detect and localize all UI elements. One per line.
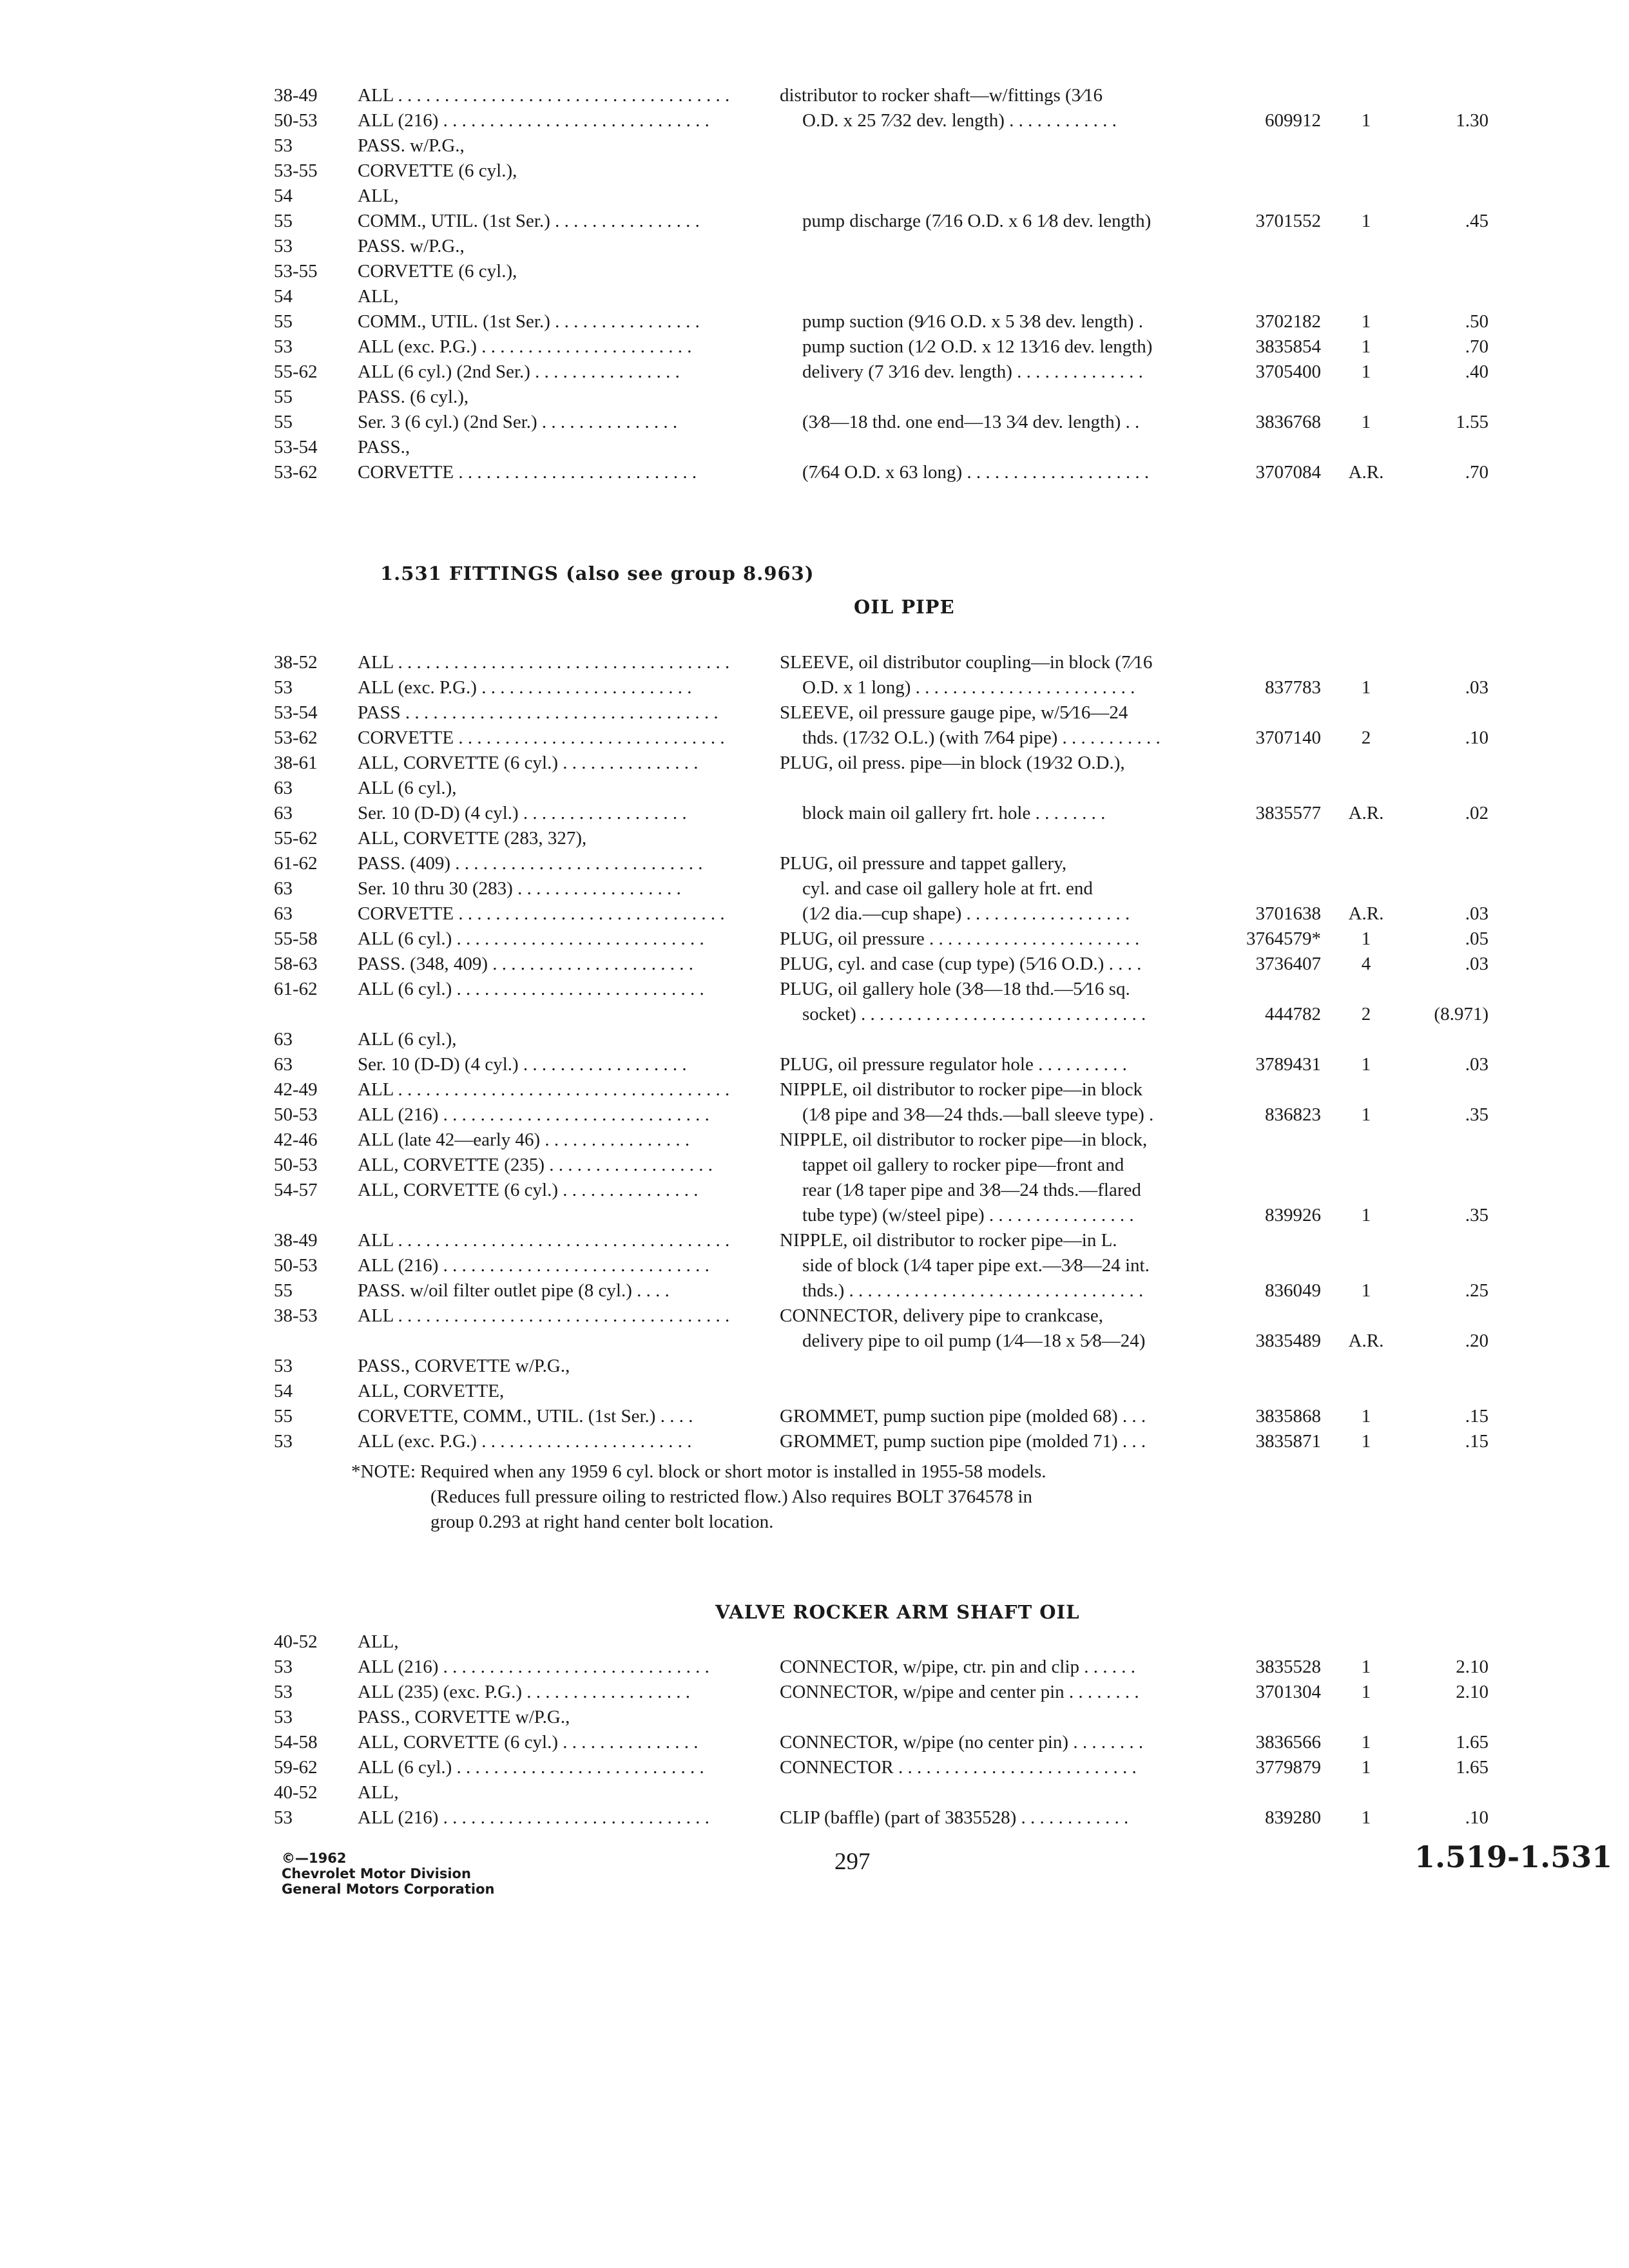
years-cell: 53 xyxy=(274,1707,293,1727)
years-cell: 55 xyxy=(274,1280,293,1301)
table-row xyxy=(0,1629,1629,1655)
quantity-cell: 1 xyxy=(1361,211,1371,231)
model-cell: PASS., xyxy=(358,437,410,457)
model-cell: PASS. (409) . . . . . . . . . . . . . . . . . . . . . . . . . . . xyxy=(358,853,703,874)
part-number-cell: 3836566 xyxy=(1255,1732,1321,1753)
description-cell: NIPPLE, oil distributor to rocker pipe—in block, xyxy=(780,1129,1148,1150)
model-cell: ALL, xyxy=(358,186,399,206)
model-cell: ALL, CORVETTE, xyxy=(358,1381,505,1401)
part-number-cell: 3701552 xyxy=(1255,211,1321,231)
table-row xyxy=(0,976,1629,1002)
quantity-cell: 1 xyxy=(1361,1054,1371,1075)
price-cell: .35 xyxy=(1465,1104,1489,1125)
price-cell: 2.10 xyxy=(1456,1682,1489,1702)
years-cell: 53 xyxy=(274,677,293,698)
quantity-cell: 1 xyxy=(1361,1406,1371,1427)
part-number-cell: 3835528 xyxy=(1255,1657,1321,1677)
model-cell: Ser. 3 (6 cyl.) (2nd Ser.) . . . . . . . . . . . . . . . xyxy=(358,412,678,432)
model-cell: ALL (235) (exc. P.G.) . . . . . . . . . . . . . . . . . . xyxy=(358,1682,691,1702)
description-cell: cyl. and case oil gallery hole at frt. end xyxy=(802,878,1093,899)
description-cell: socket) . . . . . . . . . . . . . . . . . . . . . . . . . . . . . . . xyxy=(802,1004,1146,1024)
page-number: 297 xyxy=(834,1849,871,1875)
table-row xyxy=(0,725,1629,751)
quantity-cell: 1 xyxy=(1361,311,1371,332)
model-cell: CORVETTE . . . . . . . . . . . . . . . . . . . . . . . . . . xyxy=(358,462,697,483)
price-cell: .03 xyxy=(1465,903,1489,924)
quantity-cell: 1 xyxy=(1361,1757,1371,1778)
price-cell: 1.30 xyxy=(1456,110,1489,131)
model-cell: ALL (6 cyl.), xyxy=(358,778,457,798)
years-cell: 53 xyxy=(274,1657,293,1677)
part-number-cell: 3702182 xyxy=(1255,311,1321,332)
price-cell: 1.55 xyxy=(1456,412,1489,432)
price-cell: .70 xyxy=(1465,336,1489,357)
quantity-cell: 2 xyxy=(1361,1004,1371,1024)
part-number-cell: 839926 xyxy=(1265,1205,1321,1225)
corporation: General Motors Corporation xyxy=(282,1881,495,1897)
years-cell: 63 xyxy=(274,1054,293,1075)
subhead-oil-pipe: OIL PIPE xyxy=(854,596,955,618)
model-cell: ALL, CORVETTE (6 cyl.) . . . . . . . . . . . . . . . xyxy=(358,1180,699,1200)
table-row xyxy=(0,825,1629,851)
table-row xyxy=(0,1253,1629,1278)
description-cell: CONNECTOR . . . . . . . . . . . . . . . . . . . . . . . . . . xyxy=(780,1757,1137,1778)
years-cell: 42-46 xyxy=(274,1129,318,1150)
model-cell: ALL, CORVETTE (235) . . . . . . . . . . . . . . . . . . xyxy=(358,1155,713,1175)
part-number-cell: 3835489 xyxy=(1255,1331,1321,1351)
table-row xyxy=(0,850,1629,876)
description-cell: GROMMET, pump suction pipe (molded 68) . . . xyxy=(780,1406,1146,1427)
price-cell: .03 xyxy=(1465,954,1489,974)
description-cell: pump suction (1⁄2 O.D. x 12 13⁄16 dev. length) xyxy=(802,336,1153,357)
section-range: 1.519-1.531 xyxy=(1414,1840,1613,1874)
description-cell: pump suction (9⁄16 O.D. x 5 3⁄8 dev. length) . xyxy=(802,311,1143,332)
description-cell: GROMMET, pump suction pipe (molded 71) . . . xyxy=(780,1431,1146,1452)
description-cell: (1⁄8 pipe and 3⁄8—24 thds.—ball sleeve type) . xyxy=(802,1104,1154,1125)
table-row xyxy=(0,233,1629,259)
years-cell: 50-53 xyxy=(274,110,318,131)
years-cell: 53 xyxy=(274,1356,293,1376)
model-cell: PASS. w/P.G., xyxy=(358,135,465,156)
table-row xyxy=(0,1704,1629,1730)
description-cell: CONNECTOR, w/pipe and center pin . . . . . . . . xyxy=(780,1682,1139,1702)
note-line-1: *NOTE: Required when any 1959 6 cyl. block or short motor is installed in 1955-58 models. xyxy=(351,1461,1046,1482)
table-row xyxy=(0,1403,1629,1429)
quantity-cell: 1 xyxy=(1361,1104,1371,1125)
model-cell: PASS . . . . . . . . . . . . . . . . . . . . . . . . . . . . . . . . . . xyxy=(358,702,718,723)
table-row xyxy=(0,284,1629,309)
table-row xyxy=(0,359,1629,385)
years-cell: 50-53 xyxy=(274,1155,318,1175)
years-cell: 42-49 xyxy=(274,1079,318,1100)
years-cell: 53 xyxy=(274,1682,293,1702)
table-row xyxy=(0,951,1629,977)
price-cell: .02 xyxy=(1465,803,1489,823)
years-cell: 53 xyxy=(274,135,293,156)
quantity-cell: 1 xyxy=(1361,1431,1371,1452)
table-row xyxy=(0,1303,1629,1329)
years-cell: 55 xyxy=(274,1406,293,1427)
part-number-cell: 3835868 xyxy=(1255,1406,1321,1427)
table-row xyxy=(0,700,1629,726)
description-cell: delivery pipe to oil pump (1⁄4—18 x 5⁄8—24) xyxy=(802,1331,1146,1351)
table-row xyxy=(0,649,1629,675)
model-cell: ALL (exc. P.G.) . . . . . . . . . . . . . . . . . . . . . . . xyxy=(358,336,692,357)
years-cell: 55 xyxy=(274,311,293,332)
description-cell: CONNECTOR, w/pipe (no center pin) . . . . . . . . xyxy=(780,1732,1144,1753)
years-cell: 53-62 xyxy=(274,462,318,483)
description-cell: (1⁄2 dia.—cup shape) . . . . . . . . . . . . . . . . . . xyxy=(802,903,1130,924)
table-row xyxy=(0,876,1629,901)
model-cell: ALL . . . . . . . . . . . . . . . . . . . . . . . . . . . . . . . . . . . . xyxy=(358,1079,730,1100)
price-cell: .10 xyxy=(1465,727,1489,748)
table-row xyxy=(0,158,1629,184)
years-cell: 61-62 xyxy=(274,853,318,874)
table-row xyxy=(0,459,1629,485)
model-cell: CORVETTE . . . . . . . . . . . . . . . . . . . . . . . . . . . . . xyxy=(358,727,725,748)
years-cell: 50-53 xyxy=(274,1255,318,1276)
model-cell: Ser. 10 (D-D) (4 cyl.) . . . . . . . . . . . . . . . . . . xyxy=(358,1054,687,1075)
model-cell: ALL (216) . . . . . . . . . . . . . . . . . . . . . . . . . . . . . xyxy=(358,1807,709,1828)
table-row xyxy=(0,309,1629,334)
years-cell: 53 xyxy=(274,1807,293,1828)
part-number-cell: 3789431 xyxy=(1255,1054,1321,1075)
table-row xyxy=(0,434,1629,460)
model-cell: ALL . . . . . . . . . . . . . . . . . . . . . . . . . . . . . . . . . . . . xyxy=(358,1305,730,1326)
part-number-cell: 3835871 xyxy=(1255,1431,1321,1452)
description-cell: thds.) . . . . . . . . . . . . . . . . . . . . . . . . . . . . . . . . xyxy=(802,1280,1144,1301)
table-row xyxy=(0,183,1629,209)
table-row xyxy=(0,82,1629,108)
table-row xyxy=(0,1202,1629,1228)
table-row xyxy=(0,334,1629,360)
model-cell: ALL (6 cyl.), xyxy=(358,1029,457,1050)
table-row xyxy=(0,1428,1629,1454)
model-cell: PASS. w/P.G., xyxy=(358,236,465,256)
part-number-cell: 3835854 xyxy=(1255,336,1321,357)
model-cell: PASS., CORVETTE w/P.G., xyxy=(358,1707,570,1727)
description-cell: tappet oil gallery to rocker pipe—front and xyxy=(802,1155,1124,1175)
years-cell: 63 xyxy=(274,803,293,823)
price-cell: .15 xyxy=(1465,1431,1489,1452)
section-title: 1.531 FITTINGS (also see group 8.963) xyxy=(380,562,815,584)
table-row xyxy=(0,1077,1629,1102)
model-cell: ALL (late 42—early 46) . . . . . . . . . . . . . . . . xyxy=(358,1129,690,1150)
years-cell: 53-55 xyxy=(274,160,318,181)
description-cell: PLUG, oil press. pipe—in block (19⁄32 O.D.), xyxy=(780,753,1125,773)
part-number-cell: 839280 xyxy=(1265,1807,1321,1828)
years-cell: 63 xyxy=(274,1029,293,1050)
model-cell: Ser. 10 (D-D) (4 cyl.) . . . . . . . . . . . . . . . . . . xyxy=(358,803,687,823)
years-cell: 38-49 xyxy=(274,1230,318,1251)
description-cell: (3⁄8—18 thd. one end—13 3⁄4 dev. length) . . xyxy=(802,412,1140,432)
years-cell: 55-62 xyxy=(274,828,318,849)
description-cell: SLEEVE, oil pressure gauge pipe, w/5⁄16—24 xyxy=(780,702,1128,723)
quantity-cell: A.R. xyxy=(1348,462,1384,483)
model-cell: ALL (216) . . . . . . . . . . . . . . . . . . . . . . . . . . . . . xyxy=(358,1255,709,1276)
description-cell: NIPPLE, oil distributor to rocker pipe—in block xyxy=(780,1079,1143,1100)
quantity-cell: 1 xyxy=(1361,1732,1371,1753)
model-cell: ALL, xyxy=(358,1631,399,1652)
years-cell: 53 xyxy=(274,236,293,256)
part-number-cell: 3836768 xyxy=(1255,412,1321,432)
model-cell: ALL (6 cyl.) (2nd Ser.) . . . . . . . . . . . . . . . . xyxy=(358,361,680,382)
quantity-cell: 1 xyxy=(1361,1205,1371,1225)
division: Chevrolet Motor Division xyxy=(282,1866,471,1881)
part-number-cell: 609912 xyxy=(1265,110,1321,131)
part-number-cell: 3835577 xyxy=(1255,803,1321,823)
years-cell: 40-52 xyxy=(274,1782,318,1803)
years-cell: 54 xyxy=(274,186,293,206)
description-cell: PLUG, oil gallery hole (3⁄8—18 thd.—5⁄16 sq. xyxy=(780,979,1130,999)
description-cell: CLIP (baffle) (part of 3835528) . . . . . . . . . . . . xyxy=(780,1807,1129,1828)
table-row xyxy=(0,108,1629,133)
table-row xyxy=(0,258,1629,284)
table-row xyxy=(0,1177,1629,1203)
quantity-cell: 2 xyxy=(1361,727,1371,748)
model-cell: ALL (exc. P.G.) . . . . . . . . . . . . . . . . . . . . . . . xyxy=(358,677,692,698)
table-row xyxy=(0,208,1629,234)
years-cell: 38-52 xyxy=(274,652,318,673)
part-number-cell: 3707140 xyxy=(1255,727,1321,748)
publisher-block xyxy=(282,1850,494,1897)
description-cell: tube type) (w/steel pipe) . . . . . . . . . . . . . . . . xyxy=(802,1205,1134,1225)
part-number-cell: 836823 xyxy=(1265,1104,1321,1125)
table-row xyxy=(0,901,1629,927)
table-row xyxy=(0,675,1629,700)
model-cell: ALL, xyxy=(358,286,399,307)
years-cell: 54-58 xyxy=(274,1732,318,1753)
price-cell: 2.10 xyxy=(1456,1657,1489,1677)
years-cell: 63 xyxy=(274,903,293,924)
table-row xyxy=(0,1378,1629,1404)
years-cell: 63 xyxy=(274,878,293,899)
table-row xyxy=(0,1679,1629,1705)
description-cell: PLUG, oil pressure and tappet gallery, xyxy=(780,853,1067,874)
years-cell: 58-63 xyxy=(274,954,318,974)
price-cell: .15 xyxy=(1465,1406,1489,1427)
model-cell: ALL (6 cyl.) . . . . . . . . . . . . . . . . . . . . . . . . . . . xyxy=(358,1757,704,1778)
description-cell: block main oil gallery frt. hole . . . . . . . . xyxy=(802,803,1106,823)
years-cell: 53 xyxy=(274,1431,293,1452)
description-cell: NIPPLE, oil distributor to rocker pipe—in L. xyxy=(780,1230,1117,1251)
quantity-cell: 4 xyxy=(1361,954,1371,974)
quantity-cell: 1 xyxy=(1361,110,1371,131)
price-cell: .35 xyxy=(1465,1205,1489,1225)
quantity-cell: 1 xyxy=(1361,928,1371,949)
model-cell: ALL, CORVETTE (283, 327), xyxy=(358,828,587,849)
price-cell: .45 xyxy=(1465,211,1489,231)
description-cell: distributor to rocker shaft—w/fittings (3⁄16 xyxy=(780,85,1103,106)
model-cell: CORVETTE . . . . . . . . . . . . . . . . . . . . . . . . . . . . . xyxy=(358,903,725,924)
model-cell: PASS., CORVETTE w/P.G., xyxy=(358,1356,570,1376)
description-cell: CONNECTOR, delivery pipe to crankcase, xyxy=(780,1305,1104,1326)
years-cell: 38-61 xyxy=(274,753,318,773)
table-row xyxy=(0,409,1629,435)
part-number-cell: 3764579* xyxy=(1246,928,1321,949)
part-number-cell: 837783 xyxy=(1265,677,1321,698)
years-cell: 61-62 xyxy=(274,979,318,999)
part-number-cell: 3707084 xyxy=(1255,462,1321,483)
model-cell: ALL (6 cyl.) . . . . . . . . . . . . . . . . . . . . . . . . . . . xyxy=(358,928,704,949)
description-cell: O.D. x 25 7⁄32 dev. length) . . . . . . . . . . . . xyxy=(802,110,1117,131)
table-row xyxy=(0,750,1629,776)
model-cell: ALL . . . . . . . . . . . . . . . . . . . . . . . . . . . . . . . . . . . . xyxy=(358,1230,730,1251)
years-cell: 53-54 xyxy=(274,437,318,457)
part-number-cell: 3736407 xyxy=(1255,954,1321,974)
years-cell: 53-55 xyxy=(274,261,318,282)
quantity-cell: 1 xyxy=(1361,1682,1371,1702)
model-cell: CORVETTE (6 cyl.), xyxy=(358,160,517,181)
table-row xyxy=(0,1328,1629,1354)
years-cell: 54-57 xyxy=(274,1180,318,1200)
model-cell: COMM., UTIL. (1st Ser.) . . . . . . . . . . . . . . . . xyxy=(358,211,700,231)
years-cell: 55 xyxy=(274,211,293,231)
table-row xyxy=(0,1278,1629,1303)
table-row xyxy=(0,775,1629,801)
description-cell: thds. (17⁄32 O.L.) (with 7⁄64 pipe) . . . . . . . . . . . xyxy=(802,727,1161,748)
table-row xyxy=(0,384,1629,410)
quantity-cell: 1 xyxy=(1361,1657,1371,1677)
table-row xyxy=(0,1001,1629,1027)
model-cell: ALL . . . . . . . . . . . . . . . . . . . . . . . . . . . . . . . . . . . . xyxy=(358,85,730,106)
quantity-cell: 1 xyxy=(1361,1807,1371,1828)
years-cell: 54 xyxy=(274,1381,293,1401)
years-cell: 59-62 xyxy=(274,1757,318,1778)
years-cell: 53-54 xyxy=(274,702,318,723)
table-row xyxy=(0,1780,1629,1805)
years-cell: 50-53 xyxy=(274,1104,318,1125)
price-cell: .03 xyxy=(1465,677,1489,698)
price-cell: .50 xyxy=(1465,311,1489,332)
model-cell: ALL (216) . . . . . . . . . . . . . . . . . . . . . . . . . . . . . xyxy=(358,1657,709,1677)
table-row xyxy=(0,1729,1629,1755)
quantity-cell: 1 xyxy=(1361,1280,1371,1301)
table-row xyxy=(0,1102,1629,1128)
years-cell: 38-53 xyxy=(274,1305,318,1326)
quantity-cell: 1 xyxy=(1361,412,1371,432)
years-cell: 40-52 xyxy=(274,1631,318,1652)
years-cell: 55-58 xyxy=(274,928,318,949)
years-cell: 63 xyxy=(274,778,293,798)
years-cell: 55 xyxy=(274,412,293,432)
model-cell: COMM., UTIL. (1st Ser.) . . . . . . . . . . . . . . . . xyxy=(358,311,700,332)
description-cell: pump discharge (7⁄16 O.D. x 6 1⁄8 dev. length) xyxy=(802,211,1152,231)
price-cell: .20 xyxy=(1465,1331,1489,1351)
model-cell: PASS. (348, 409) . . . . . . . . . . . . . . . . . . . . . . xyxy=(358,954,693,974)
table-row xyxy=(0,800,1629,826)
description-cell: O.D. x 1 long) . . . . . . . . . . . . . . . . . . . . . . . . xyxy=(802,677,1135,698)
quantity-cell: 1 xyxy=(1361,336,1371,357)
years-cell: 55-62 xyxy=(274,361,318,382)
years-cell: 55 xyxy=(274,387,293,407)
model-cell: CORVETTE (6 cyl.), xyxy=(358,261,517,282)
description-cell: side of block (1⁄4 taper pipe ext.—3⁄8—24 int. xyxy=(802,1255,1150,1276)
model-cell: PASS. w/oil filter outlet pipe (8 cyl.) . . . . xyxy=(358,1280,670,1301)
price-cell: .25 xyxy=(1465,1280,1489,1301)
quantity-cell: A.R. xyxy=(1348,1331,1384,1351)
description-cell: (7⁄64 O.D. x 63 long) . . . . . . . . . . . . . . . . . . . . xyxy=(802,462,1150,483)
description-cell: SLEEVE, oil distributor coupling—in block (7⁄16 xyxy=(780,652,1153,673)
price-cell: 1.65 xyxy=(1456,1757,1489,1778)
copyright: ©—1962 xyxy=(282,1850,347,1866)
quantity-cell: 1 xyxy=(1361,677,1371,698)
description-cell: PLUG, oil pressure . . . . . . . . . . . . . . . . . . . . . . . xyxy=(780,928,1140,949)
table-row xyxy=(0,133,1629,159)
years-cell: 54 xyxy=(274,286,293,307)
table-row xyxy=(0,1127,1629,1153)
model-cell: ALL, CORVETTE (6 cyl.) . . . . . . . . . . . . . . . xyxy=(358,1732,699,1753)
model-cell: ALL . . . . . . . . . . . . . . . . . . . . . . . . . . . . . . . . . . . . xyxy=(358,652,730,673)
part-number-cell: 3779879 xyxy=(1255,1757,1321,1778)
price-cell: .05 xyxy=(1465,928,1489,949)
description-cell: PLUG, cyl. and case (cup type) (5⁄16 O.D.) . . . . xyxy=(780,954,1142,974)
table-row xyxy=(0,1152,1629,1178)
quantity-cell: 1 xyxy=(1361,361,1371,382)
years-cell: 53-62 xyxy=(274,727,318,748)
table-row xyxy=(0,926,1629,952)
quantity-cell: A.R. xyxy=(1348,803,1384,823)
model-cell: ALL (6 cyl.) . . . . . . . . . . . . . . . . . . . . . . . . . . . xyxy=(358,979,704,999)
part-number-cell: 836049 xyxy=(1265,1280,1321,1301)
model-cell: ALL, xyxy=(358,1782,399,1803)
price-cell: .03 xyxy=(1465,1054,1489,1075)
price-cell: .40 xyxy=(1465,361,1489,382)
model-cell: ALL, CORVETTE (6 cyl.) . . . . . . . . . . . . . . . xyxy=(358,753,699,773)
table-row xyxy=(0,1654,1629,1680)
part-number-cell: 444782 xyxy=(1265,1004,1321,1024)
years-cell: 53 xyxy=(274,336,293,357)
model-cell: PASS. (6 cyl.), xyxy=(358,387,469,407)
description-cell: rear (1⁄8 taper pipe and 3⁄8—24 thds.—flared xyxy=(802,1180,1141,1200)
price-cell: .10 xyxy=(1465,1807,1489,1828)
model-cell: ALL (216) . . . . . . . . . . . . . . . . . . . . . . . . . . . . . xyxy=(358,1104,709,1125)
subhead-valve-rocker: VALVE ROCKER ARM SHAFT OIL xyxy=(715,1601,1080,1623)
description-cell: delivery (7 3⁄16 dev. length) . . . . . . . . . . . . . . xyxy=(802,361,1143,382)
description-cell: PLUG, oil pressure regulator hole . . . . . . . . . . xyxy=(780,1054,1127,1075)
table-row xyxy=(0,1754,1629,1780)
model-cell: CORVETTE, COMM., UTIL. (1st Ser.) . . . . xyxy=(358,1406,693,1427)
part-number-cell: 3701638 xyxy=(1255,903,1321,924)
model-cell: ALL (216) . . . . . . . . . . . . . . . . . . . . . . . . . . . . . xyxy=(358,110,709,131)
quantity-cell: A.R. xyxy=(1348,903,1384,924)
part-number-cell: 3701304 xyxy=(1255,1682,1321,1702)
table-row xyxy=(0,1052,1629,1077)
note-line-3: group 0.293 at right hand center bolt location. xyxy=(430,1512,774,1532)
description-cell: CONNECTOR, w/pipe, ctr. pin and clip . . . . . . xyxy=(780,1657,1136,1677)
table-row xyxy=(0,1227,1629,1253)
years-cell: 38-49 xyxy=(274,85,318,106)
note-line-2: (Reduces full pressure oiling to restricted flow.) Also requires BOLT 3764578 in xyxy=(430,1486,1033,1507)
price-cell: .70 xyxy=(1465,462,1489,483)
table-row xyxy=(0,1805,1629,1831)
price-cell: 1.65 xyxy=(1456,1732,1489,1753)
table-row xyxy=(0,1026,1629,1052)
table-row xyxy=(0,1353,1629,1379)
part-number-cell: 3705400 xyxy=(1255,361,1321,382)
price-cell: (8.971) xyxy=(1434,1004,1489,1024)
model-cell: ALL (exc. P.G.) . . . . . . . . . . . . . . . . . . . . . . . xyxy=(358,1431,692,1452)
model-cell: Ser. 10 thru 30 (283) . . . . . . . . . . . . . . . . . . xyxy=(358,878,681,899)
